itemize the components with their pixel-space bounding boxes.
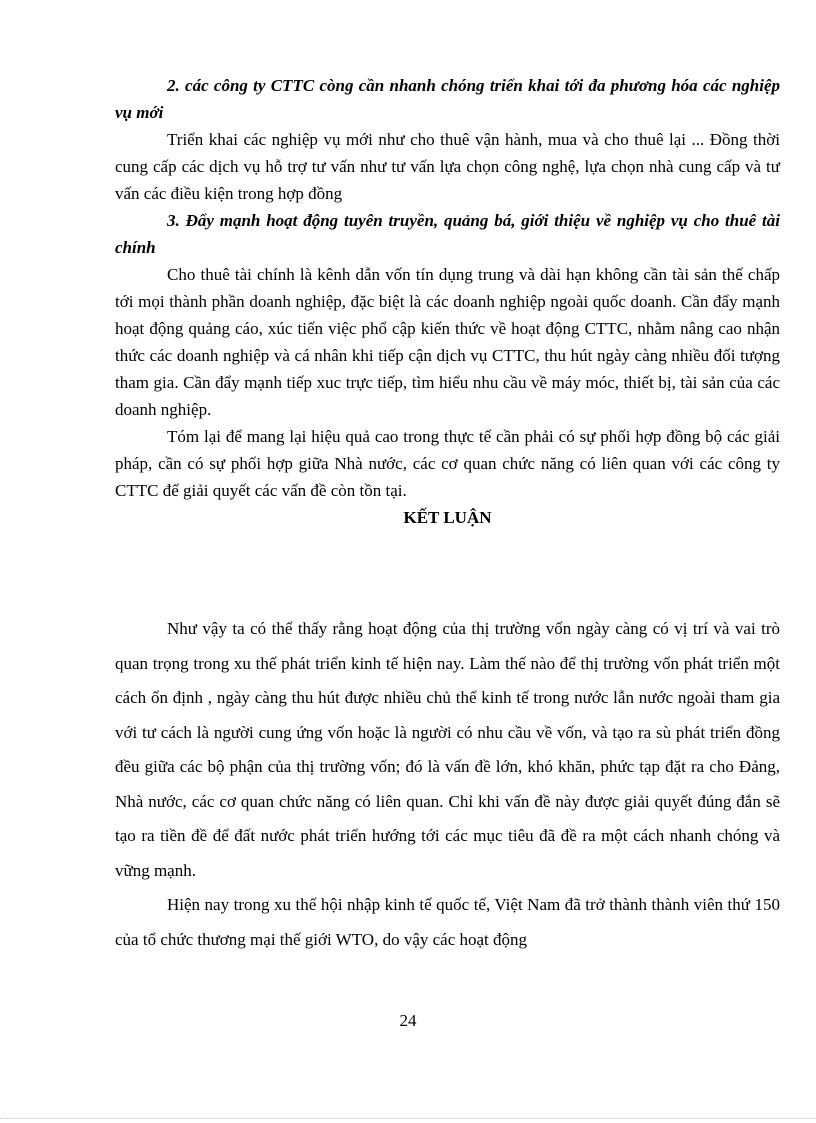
conclusion-title: KẾT LUẬN: [403, 508, 492, 527]
section-3-summary: Tóm lại để mang lại hiệu quả cao trong thực tế cần phải có sự phối hợp đồng bộ các giải pháp, cần có sự phối hợp giữa Nhà nước, các cơ quan chức năng có liên quan với các công ty CTTC để giải quyết các vấn đề còn tồn tại.: [115, 427, 780, 500]
section-2-heading: 2. các công ty CTTC còng cần nhanh chóng triển khai tới đa phương hóa các nghiệp vụ mới: [115, 76, 780, 122]
conclusion-block: [115, 612, 780, 957]
page-number: 24: [399, 1011, 417, 1030]
section-2-body: Triển khai các nghiệp vụ mới như cho thuê vận hành, mua và cho thuê lại ... Đồng thời cung cấp các dịch vụ hỗ trợ tư vấn như tư vấn lựa chọn công nghệ, lựa chọn nhà cung cấp và tư vấn các điều kiện trong hợp đồng: [115, 130, 780, 203]
section-3-body: Cho thuê tài chính là kênh dẫn vốn tín dụng trung và dài hạn không cần tài sản thế chấp tới mọi thành phần doanh nghiệp, đặc biệt là các doanh nghiệp ngoài quốc doanh. Cần đẩy mạnh hoạt động quảng cáo, xúc tiến việc phổ cập kiến thức về hoạt động CTTC, nhằm nâng cao nhận thức các doanh nghiệp và cá nhân khi tiếp cận dịch vụ CTTC, thu hút ngày càng nhiều đối tượng tham gia. Cần đẩy mạnh tiếp xuc trực tiếp, tìm hiểu nhu cầu về máy móc, thiết bị, tài sản của các doanh nghiệp.: [115, 265, 780, 419]
conclusion-paragraph-2: Hiện nay trong xu thế hội nhập kinh tế quốc tế, Việt Nam đã trở thành thành viên thứ 150 của tổ chức thương mại thế giới WTO, do vậy các hoạt động: [115, 895, 780, 949]
document-page-upper: [115, 72, 780, 531]
conclusion-paragraph-1: Như vậy ta có thể thấy rằng hoạt động của thị trường vốn ngày càng có vị trí và vai trò quan trọng trong xu thế phát triển kinh tế hiện nay. Làm thế nào để thị trường vốn phát triển một cách ổn định , ngày càng thu hút được nhiều chủ thể kinh tế trong nước lẫn nước ngoài tham gia với tư cách là người cung ứng vốn hoặc là người có nhu cầu về vốn, và tạo ra sù phát triển đồng đều giữa các bộ phận của thị trường vốn; đó là vấn đề lớn, khó khăn, phức tạp đặt ra cho Đảng, Nhà nước, các cơ quan chức năng có liên quan. Chỉ khi vấn đề này được giải quyết đúng đắn sẽ tạo ra tiền đề để đất nước phát triển hướng tới các mục tiêu đã đề ra một cách nhanh chóng và vững mạnh.: [115, 619, 780, 880]
page-bottom-divider: [0, 1118, 816, 1119]
section-3-heading: 3. Đẩy mạnh hoạt động tuyên truyền, quảng bá, giới thiệu về nghiệp vụ cho thuê tài chính: [115, 211, 780, 257]
